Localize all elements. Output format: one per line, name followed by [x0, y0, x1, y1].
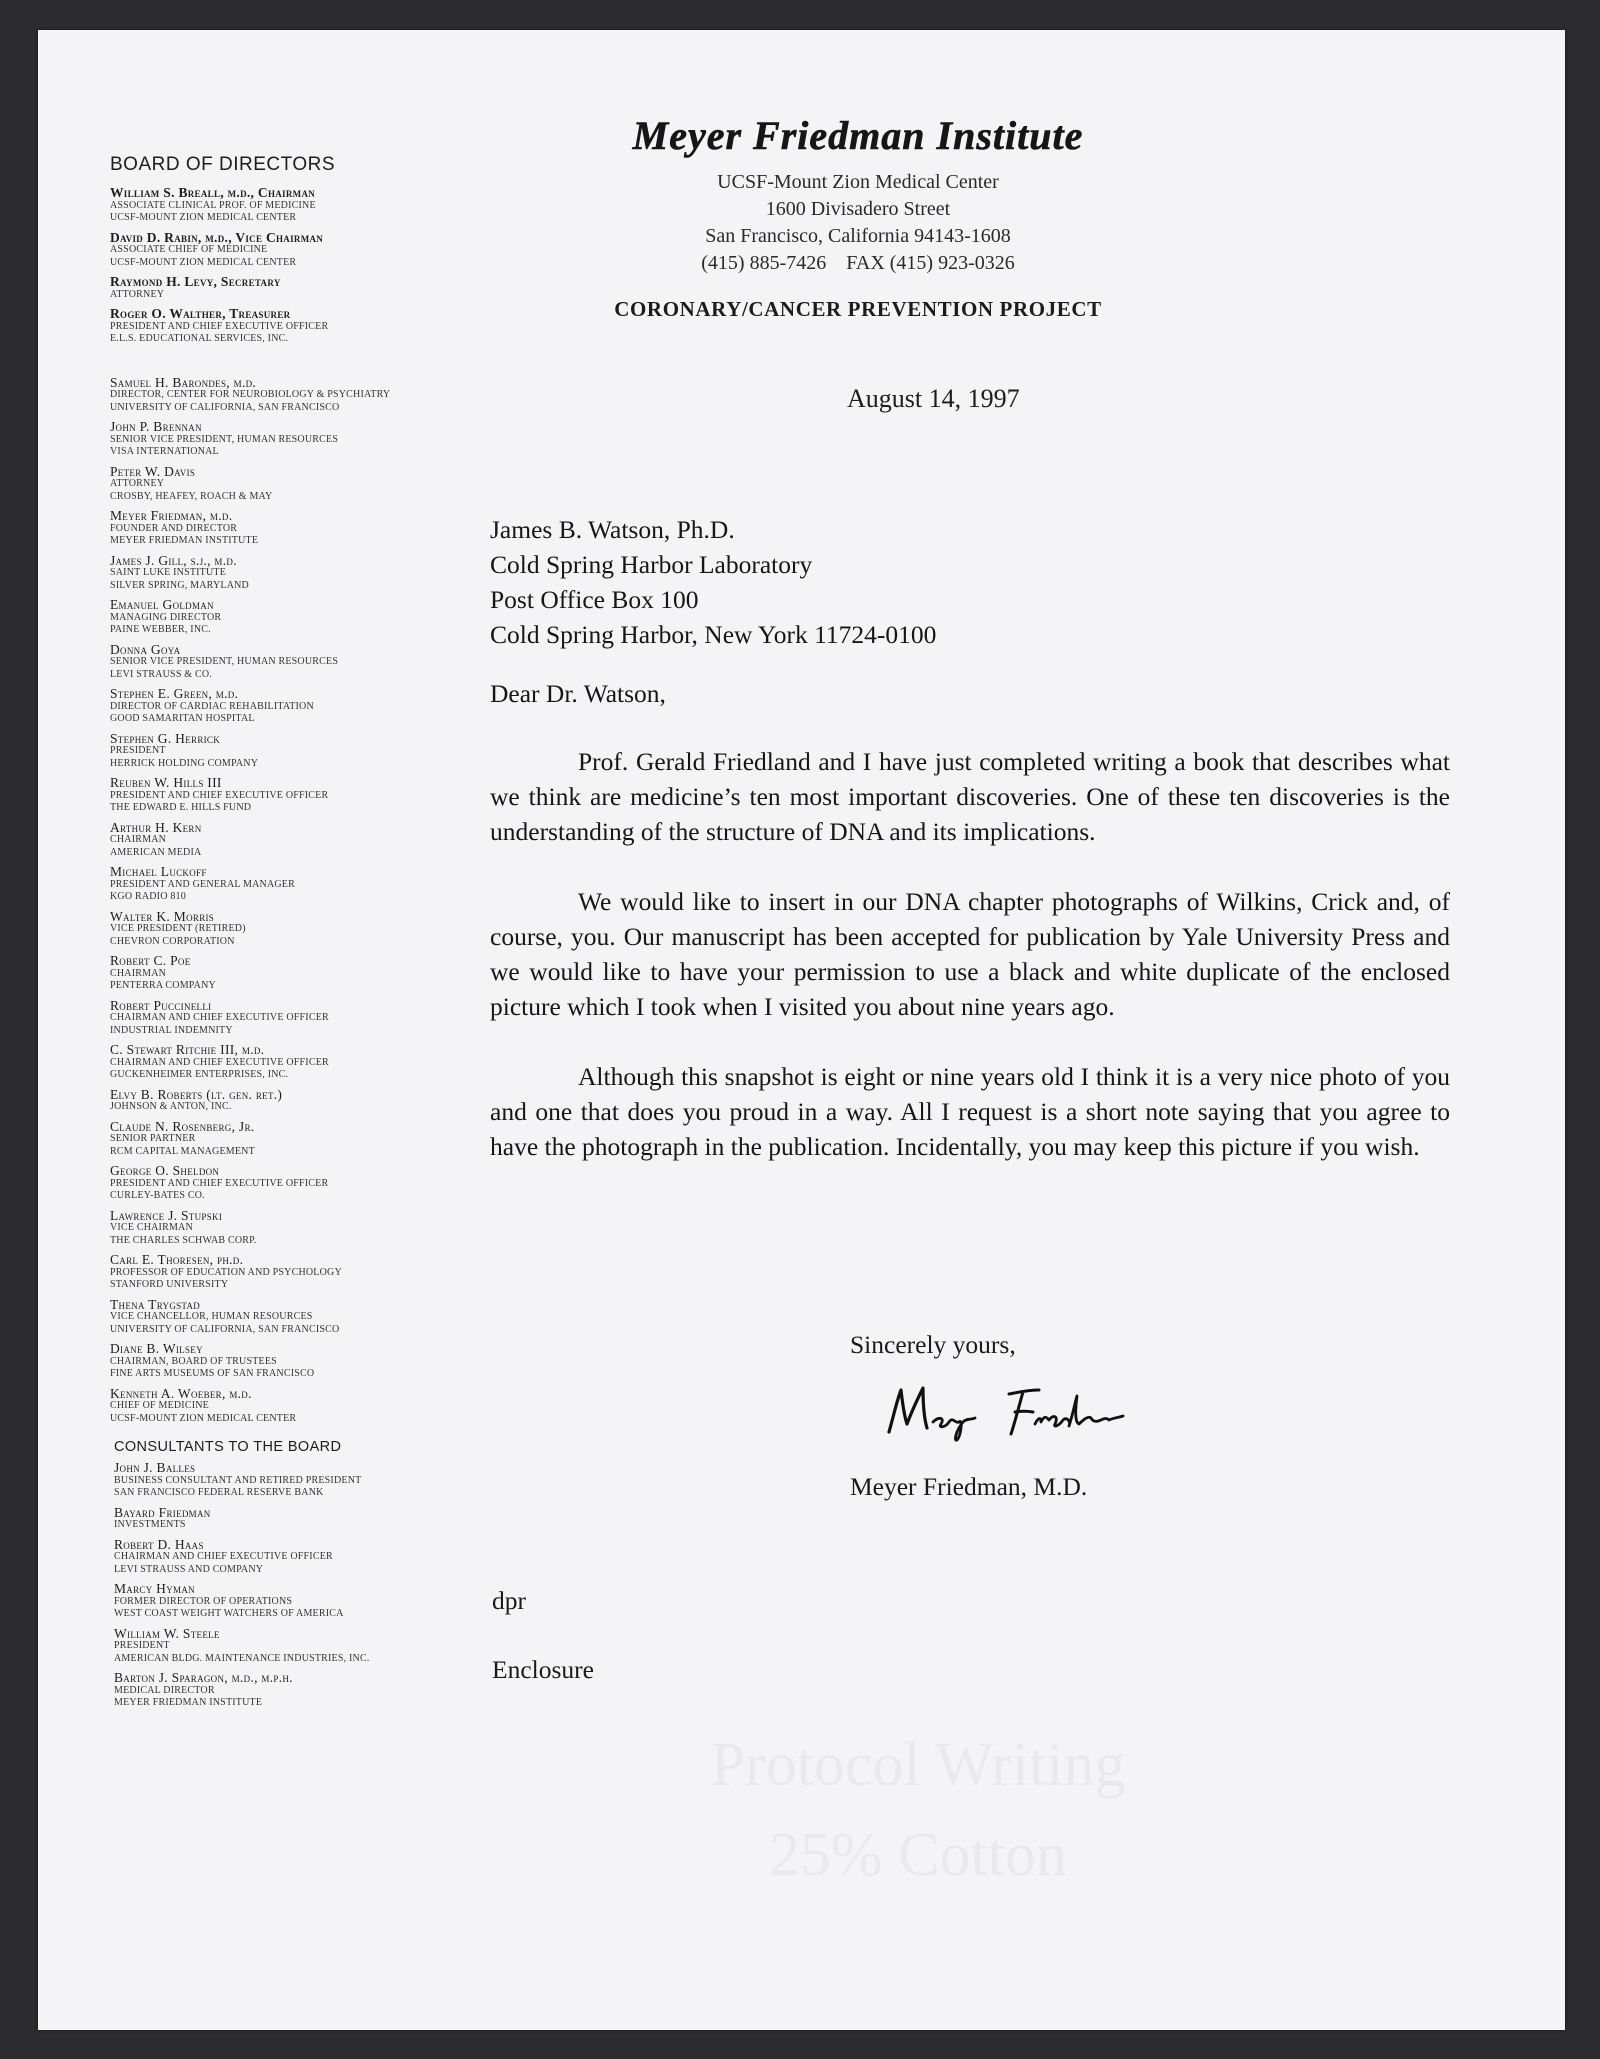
member-title: MEYER FRIEDMAN INSTITUTE	[114, 1697, 263, 1708]
recipient-line: Post Office Box 100	[490, 585, 699, 614]
paragraph: Although this snapshot is eight or nine years old I think it is a very nice photo of you and one that does you proud in a way. All I request is a short note saying that you agree to have the photograph in the publication. Incidentally, you may keep this picture if you wish.	[490, 1062, 1450, 1161]
paragraph: Prof. Gerald Friedland and I have just completed writing a book that describes what we think are medicine’s ten most important discoveries. One of these ten discoveries is the understanding of the structure of DNA and its implications.	[490, 747, 1450, 846]
letterhead	[508, 112, 1208, 322]
member-title: UCSF-MOUNT ZION MEDICAL CENTER	[110, 1412, 297, 1424]
member-name: Thena Trygstad	[110, 1296, 201, 1312]
member-title: ASSOCIATE CHIEF OF MEDICINE	[110, 244, 268, 255]
board-member	[110, 231, 510, 270]
member-title: LEVI STRAUSS & CO.	[110, 668, 212, 680]
member-title: INDUSTRIAL INDEMNITY	[110, 1024, 233, 1036]
member-title: PRESIDENT	[110, 745, 166, 756]
member-name: Elvy B. Roberts (lt. gen. ret.)	[110, 1086, 283, 1102]
signer-name: Meyer Friedman, M.D.	[850, 1472, 1088, 1501]
member-title: KGO RADIO 810	[110, 891, 186, 902]
member-name: Robert D. Haas	[114, 1536, 204, 1552]
member-title: WEST COAST WEIGHT WATCHERS OF AMERICA	[114, 1608, 344, 1619]
member-title: UCSF-MOUNT ZION MEDICAL CENTER	[110, 212, 297, 223]
board-member	[114, 1461, 510, 1500]
member-title: PRESIDENT	[114, 1640, 170, 1651]
board-member	[110, 1298, 510, 1337]
member-title: MANAGING DIRECTOR	[110, 611, 222, 623]
member-name: William W. Steele	[114, 1625, 220, 1641]
member-title: DIRECTOR, CENTER FOR NEUROBIOLOGY & PSYCHIATRY	[110, 389, 391, 400]
member-name: Claude N. Rosenberg, Jr.	[110, 1118, 255, 1134]
member-title: SENIOR VICE PRESIDENT, HUMAN RESOURCES	[110, 433, 339, 445]
member-title: HERRICK HOLDING COMPANY	[110, 757, 259, 769]
board-member	[114, 1506, 510, 1532]
member-title: CHAIRMAN	[110, 834, 167, 845]
member-title: CHAIRMAN AND CHIEF EXECUTIVE OFFICER	[110, 1056, 329, 1068]
board-member	[110, 1342, 510, 1381]
member-name: Reuben W. Hills III	[110, 775, 222, 790]
member-title: RCM CAPITAL MANAGEMENT	[110, 1145, 255, 1157]
board-member	[110, 821, 510, 860]
board-member	[110, 598, 510, 637]
closing: Sincerely yours,	[850, 1330, 1016, 1359]
board-officers	[110, 186, 510, 346]
member-name: Arthur H. Kern	[110, 819, 202, 835]
member-title: CURLEY-BATES CO.	[110, 1190, 205, 1201]
member-name: Robert Puccinelli	[110, 997, 212, 1013]
project-title: CORONARY/CANCER PREVENTION PROJECT	[614, 297, 1102, 321]
board-member	[114, 1627, 510, 1666]
member-title: AMERICAN MEDIA	[110, 846, 202, 858]
member-name: Marcy Hyman	[114, 1581, 195, 1596]
member-title: CHAIRMAN	[110, 967, 167, 979]
board-consultants	[114, 1461, 510, 1710]
member-title: PRESIDENT AND CHIEF EXECUTIVE OFFICER	[110, 320, 329, 332]
board-member	[110, 643, 510, 682]
member-title: VISA INTERNATIONAL	[110, 446, 219, 457]
member-title: SAINT LUKE INSTITUTE	[110, 567, 227, 578]
board-member	[110, 687, 510, 726]
member-title: PROFESSOR OF EDUCATION AND PSYCHOLOGY	[110, 1266, 342, 1278]
member-name: Walter K. Morris	[110, 908, 215, 924]
member-name: Raymond H. Levy, Secretary	[110, 274, 281, 289]
member-name: George O. Sheldon	[110, 1163, 220, 1178]
member-title: PRESIDENT AND CHIEF EXECUTIVE OFFICER	[110, 1177, 329, 1189]
recipient-line: Cold Spring Harbor, New York 11724-0100	[490, 620, 937, 649]
typist-initials: dpr	[492, 1586, 526, 1615]
member-title: VICE CHAIRMAN	[110, 1222, 193, 1233]
member-name: Roger O. Walther, Treasurer	[110, 306, 291, 321]
member-title: MEDICAL DIRECTOR	[114, 1684, 215, 1696]
member-title: VICE CHANCELLOR, HUMAN RESOURCES	[110, 1311, 313, 1322]
board-heading: BOARD OF DIRECTORS	[110, 154, 336, 175]
board-member	[110, 776, 510, 815]
member-name: David D. Rabin, m.d., Vice Chairman	[110, 229, 324, 245]
board-member	[110, 865, 510, 904]
member-title: SENIOR PARTNER	[110, 1133, 196, 1144]
member-title: BUSINESS CONSULTANT AND RETIRED PRESIDENT	[114, 1474, 362, 1486]
member-title: SILVER SPRING, MARYLAND	[110, 579, 249, 591]
member-name: William S. Breall, m.d., Chairman	[110, 185, 316, 200]
board-member	[110, 465, 510, 504]
member-title: GOOD SAMARITAN HOSPITAL	[110, 713, 255, 724]
member-name: Bayard Friedman	[114, 1504, 211, 1520]
letter-page	[38, 30, 1565, 2030]
board-member	[114, 1582, 510, 1621]
member-title: INVESTMENTS	[114, 1519, 186, 1530]
board-member	[110, 1387, 510, 1426]
watermark-line: Protocol Writing	[710, 1731, 1126, 1799]
member-title: PRESIDENT AND GENERAL MANAGER	[110, 878, 295, 890]
paper-watermark	[618, 1720, 1218, 1900]
member-name: Robert C. Poe	[110, 953, 191, 968]
member-title: ATTORNEY	[110, 288, 165, 300]
board-of-directors-column	[110, 154, 510, 1716]
member-name: C. Stewart Ritchie III, m.d.	[110, 1042, 265, 1057]
member-title: MEYER FRIEDMAN INSTITUTE	[110, 535, 259, 546]
board-member	[110, 1120, 510, 1159]
board-member	[110, 554, 510, 593]
address-line: San Francisco, California 94143-1608	[705, 225, 1011, 247]
member-title: CHAIRMAN, BOARD OF TRUSTEES	[110, 1355, 277, 1367]
letter-body	[490, 512, 1450, 1164]
member-title: PRESIDENT AND CHIEF EXECUTIVE OFFICER	[110, 789, 329, 801]
member-title: CHAIRMAN AND CHIEF EXECUTIVE OFFICER	[110, 1012, 329, 1023]
member-name: John P. Brennan	[110, 419, 202, 434]
member-name: Samuel H. Barondes, m.d.	[110, 374, 257, 390]
consultants-heading: CONSULTANTS TO THE BOARD	[114, 1439, 342, 1455]
board-member	[110, 275, 510, 301]
member-title: CHEVRON CORPORATION	[110, 935, 235, 947]
handwritten-signature	[883, 1378, 1173, 1444]
letter-date: August 14, 1997	[847, 384, 1020, 413]
board-member	[110, 307, 510, 346]
member-title: AMERICAN BLDG. MAINTENANCE INDUSTRIES, INC.	[114, 1652, 370, 1664]
salutation: Dear Dr. Watson,	[490, 679, 666, 708]
recipient-address	[490, 512, 1450, 652]
member-title: VICE PRESIDENT (RETIRED)	[110, 923, 246, 934]
board-member	[110, 376, 510, 415]
member-name: Donna Goya	[110, 641, 181, 657]
member-name: Diane B. Wilsey	[110, 1341, 203, 1356]
board-member	[110, 910, 510, 949]
member-name: Stephen E. Green, m.d.	[110, 686, 239, 701]
institute-name: Meyer Friedman Institute	[632, 113, 1084, 158]
member-title: PENTERRA COMPANY	[110, 980, 216, 991]
member-name: James J. Gill, s.j., m.d.	[110, 552, 237, 568]
member-title: SENIOR VICE PRESIDENT, HUMAN RESOURCES	[110, 656, 339, 667]
member-title: ATTORNEY	[110, 478, 165, 489]
member-title: LEVI STRAUSS AND COMPANY	[114, 1563, 264, 1575]
member-title: JOHNSON & ANTON, INC.	[110, 1101, 232, 1112]
member-name: Michael Luckoff	[110, 864, 207, 879]
member-name: Emanuel Goldman	[110, 597, 214, 612]
member-title: FORMER DIRECTOR OF OPERATIONS	[114, 1595, 293, 1607]
member-title: DIRECTOR OF CARDIAC REHABILITATION	[110, 700, 314, 712]
member-title: PAINE WEBBER, INC.	[110, 624, 211, 635]
member-name: John J. Balles	[114, 1460, 196, 1475]
board-member	[110, 509, 510, 548]
member-title: CHAIRMAN AND CHIEF EXECUTIVE OFFICER	[114, 1551, 333, 1562]
member-name: Peter W. Davis	[110, 463, 196, 479]
board-member	[110, 999, 510, 1038]
member-name: Barton J. Sparagon, m.d., m.p.h.	[114, 1670, 293, 1685]
paragraph: We would like to insert in our DNA chapter photographs of Wilkins, Crick and, of course, you. Our manuscript has been accepted for publication by Yale University Press and we would like to have your permission to use a black and white duplicate of the enclosed picture which I took when I visited you about nine years ago.	[490, 887, 1450, 1021]
member-title: CHIEF OF MEDICINE	[110, 1400, 209, 1411]
member-title: UNIVERSITY OF CALIFORNIA, SAN FRANCISCO	[110, 401, 340, 413]
board-member	[114, 1671, 510, 1710]
member-title: UCSF-MOUNT ZION MEDICAL CENTER	[110, 256, 297, 268]
board-member	[110, 1043, 510, 1082]
recipient-line: Cold Spring Harbor Laboratory	[490, 550, 813, 579]
recipient-line: James B. Watson, Ph.D.	[490, 515, 735, 544]
board-member	[110, 1164, 510, 1203]
member-title: ASSOCIATE CLINICAL PROF. OF MEDICINE	[110, 199, 316, 211]
address-line: 1600 Divisadero Street	[765, 198, 951, 220]
phone-fax-line: (415) 885-7426 FAX (415) 923-0326	[701, 252, 1015, 274]
watermark-line: 25% Cotton	[769, 1821, 1067, 1889]
member-title: FINE ARTS MUSEUMS OF SAN FRANCISCO	[110, 1368, 315, 1379]
member-title: CROSBY, HEAFEY, ROACH & MAY	[110, 490, 273, 502]
member-name: Meyer Friedman, m.d.	[110, 508, 233, 523]
member-title: SAN FRANCISCO FEDERAL RESERVE BANK	[114, 1487, 324, 1498]
member-title: UNIVERSITY OF CALIFORNIA, SAN FRANCISCO	[110, 1323, 340, 1335]
member-title: FOUNDER AND DIRECTOR	[110, 522, 238, 534]
board-member	[114, 1538, 510, 1577]
member-title: THE CHARLES SCHWAB CORP.	[110, 1234, 257, 1246]
board-member	[110, 1088, 510, 1114]
member-name: Kenneth A. Woeber, m.d.	[110, 1385, 252, 1401]
board-member	[110, 1253, 510, 1292]
board-member	[110, 732, 510, 771]
enclosure-note: Enclosure	[492, 1655, 594, 1684]
member-title: GUCKENHEIMER ENTERPRISES, INC.	[110, 1069, 289, 1080]
member-title: E.L.S. EDUCATIONAL SERVICES, INC.	[110, 333, 289, 344]
board-member	[110, 420, 510, 459]
member-name: Carl E. Thoresen, ph.d.	[110, 1252, 244, 1267]
address-line: UCSF-Mount Zion Medical Center	[717, 171, 999, 193]
board-members	[110, 376, 510, 1426]
member-name: Stephen G. Herrick	[110, 730, 221, 746]
member-title: THE EDWARD E. HILLS FUND	[110, 802, 252, 813]
member-name: Lawrence J. Stupski	[110, 1207, 223, 1223]
board-member	[110, 1209, 510, 1248]
board-member	[110, 186, 510, 225]
member-title: STANFORD UNIVERSITY	[110, 1279, 229, 1290]
board-member	[110, 954, 510, 993]
